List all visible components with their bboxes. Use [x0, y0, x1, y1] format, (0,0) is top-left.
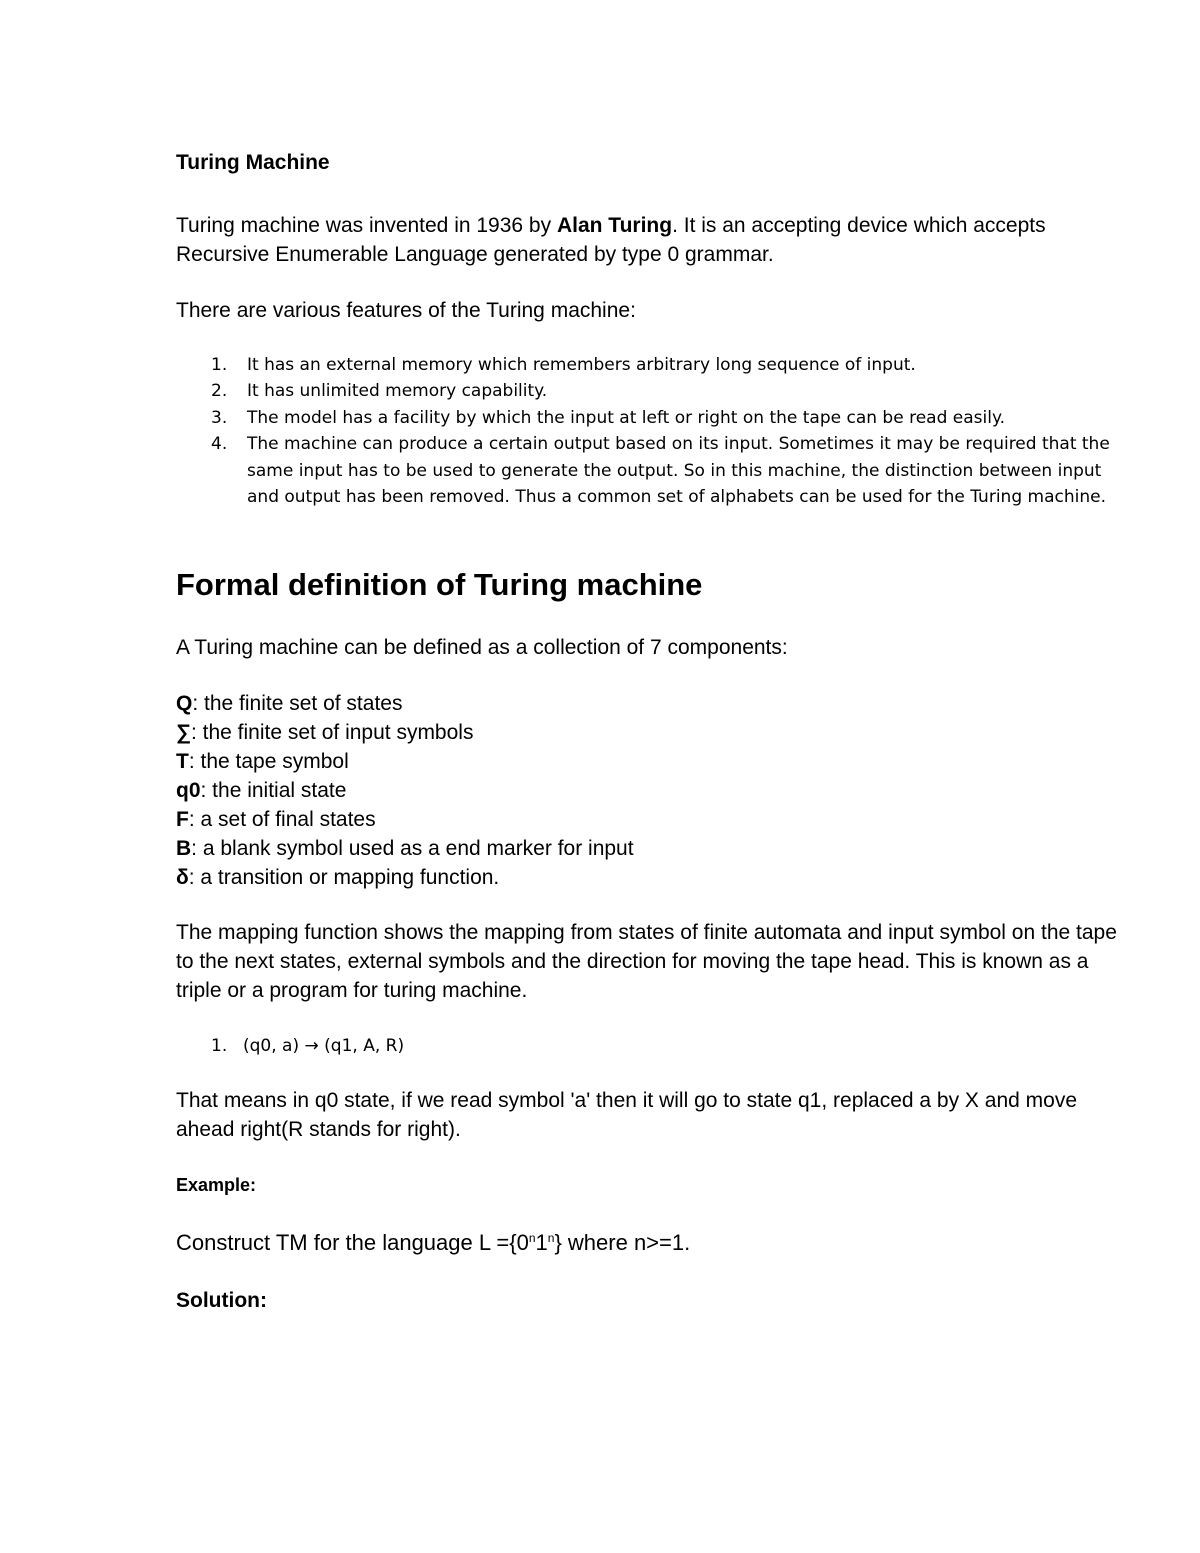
features-list: [176, 352, 1126, 510]
list-item: [176, 352, 1126, 378]
list-item: [176, 1033, 1126, 1059]
section-heading: Formal definition of Turing machine: [176, 567, 703, 602]
component-item: [176, 834, 634, 863]
component-item: [176, 718, 634, 747]
document-title: Turing Machine: [176, 151, 330, 174]
list-item-text: It has unlimited memory capability.: [247, 381, 548, 402]
intro-text-1: Turing machine was invented in 1936 by: [176, 214, 557, 237]
component-symbol: q0: [176, 779, 201, 802]
component-symbol: δ: [176, 866, 189, 889]
component-desc: : a set of final states: [188, 808, 376, 831]
list-item-number: 2.: [211, 381, 228, 402]
mapping-paragraph: The mapping function shows the mapping from states of finite automata and input symbol on the tape to the next states, external symbols and the direction for moving the tape head. This is known as a triple or a program for turing machine.: [176, 921, 1117, 1002]
list-item-number: 3.: [211, 407, 228, 428]
component-symbol: B: [176, 837, 192, 860]
features-intro: There are various features of the Turing machine:: [176, 299, 636, 322]
component-desc: : a blank symbol used as a end marker for input: [191, 837, 634, 860]
component-symbol: ∑: [176, 721, 191, 744]
example-label: Example:: [176, 1175, 257, 1195]
component-symbol: T: [176, 750, 189, 773]
component-desc: : the finite set of states: [192, 692, 403, 715]
superscript-n: n: [547, 1231, 555, 1245]
inventor-name: Alan Turing: [556, 214, 673, 237]
solution-label: Solution:: [176, 1289, 267, 1312]
list-item: [176, 431, 1126, 510]
program-list: [176, 1033, 1126, 1059]
list-item: [176, 405, 1126, 431]
intro-paragraph: [176, 211, 1126, 269]
component-item: [176, 689, 634, 718]
list-item-number: 4.: [211, 434, 228, 455]
list-item-text: It has an external memory which remembers arbitrary long sequence of input.: [247, 355, 916, 375]
construct-prefix: Construct TM for the language L ={0: [176, 1230, 529, 1255]
list-item: [176, 378, 1126, 404]
construct-line: [176, 1228, 690, 1258]
list-item-number: 1.: [211, 1036, 228, 1056]
list-item-number: 1.: [211, 355, 228, 375]
component-desc: : the finite set of input symbols: [190, 721, 474, 744]
meaning-paragraph: That means in q0 state, if we read symbol 'a' then it will go to state q1, replaced a by X and move ahead right(R stands for right).: [176, 1089, 1078, 1141]
component-desc: : the tape symbol: [188, 750, 349, 773]
component-desc: : a transition or mapping function.: [188, 866, 500, 889]
component-item: [176, 805, 634, 834]
list-item-text: The model has a facility by which the input at left or right on the tape can be read easily.: [247, 407, 1005, 428]
component-item: [176, 747, 634, 776]
superscript-n: n: [528, 1231, 536, 1245]
component-item: [176, 863, 634, 892]
component-symbol: F: [176, 808, 189, 831]
list-item-text: (q0, a) → (q1, A, R): [243, 1036, 405, 1056]
component-symbol: Q: [176, 692, 193, 715]
component-desc: : the initial state: [200, 779, 347, 802]
intro-text-2: . It is an accepting device which accepts Recursive Enumerable Language generated by type 0 grammar.: [176, 214, 1046, 266]
components-list: [176, 689, 634, 892]
list-item-text: The machine can produce a certain output based on its input. Sometimes it may be required that the same input has to be used to generate the output. So in this machine, the distinction between input and output has been removed. Thus a common set of alphabets can be used for the Turing machine.: [247, 434, 1110, 508]
component-item: [176, 776, 634, 805]
construct-middle: 1: [535, 1230, 548, 1255]
construct-suffix: } where n>=1.: [554, 1230, 691, 1255]
components-intro: A Turing machine can be defined as a collection of 7 components:: [176, 636, 788, 659]
